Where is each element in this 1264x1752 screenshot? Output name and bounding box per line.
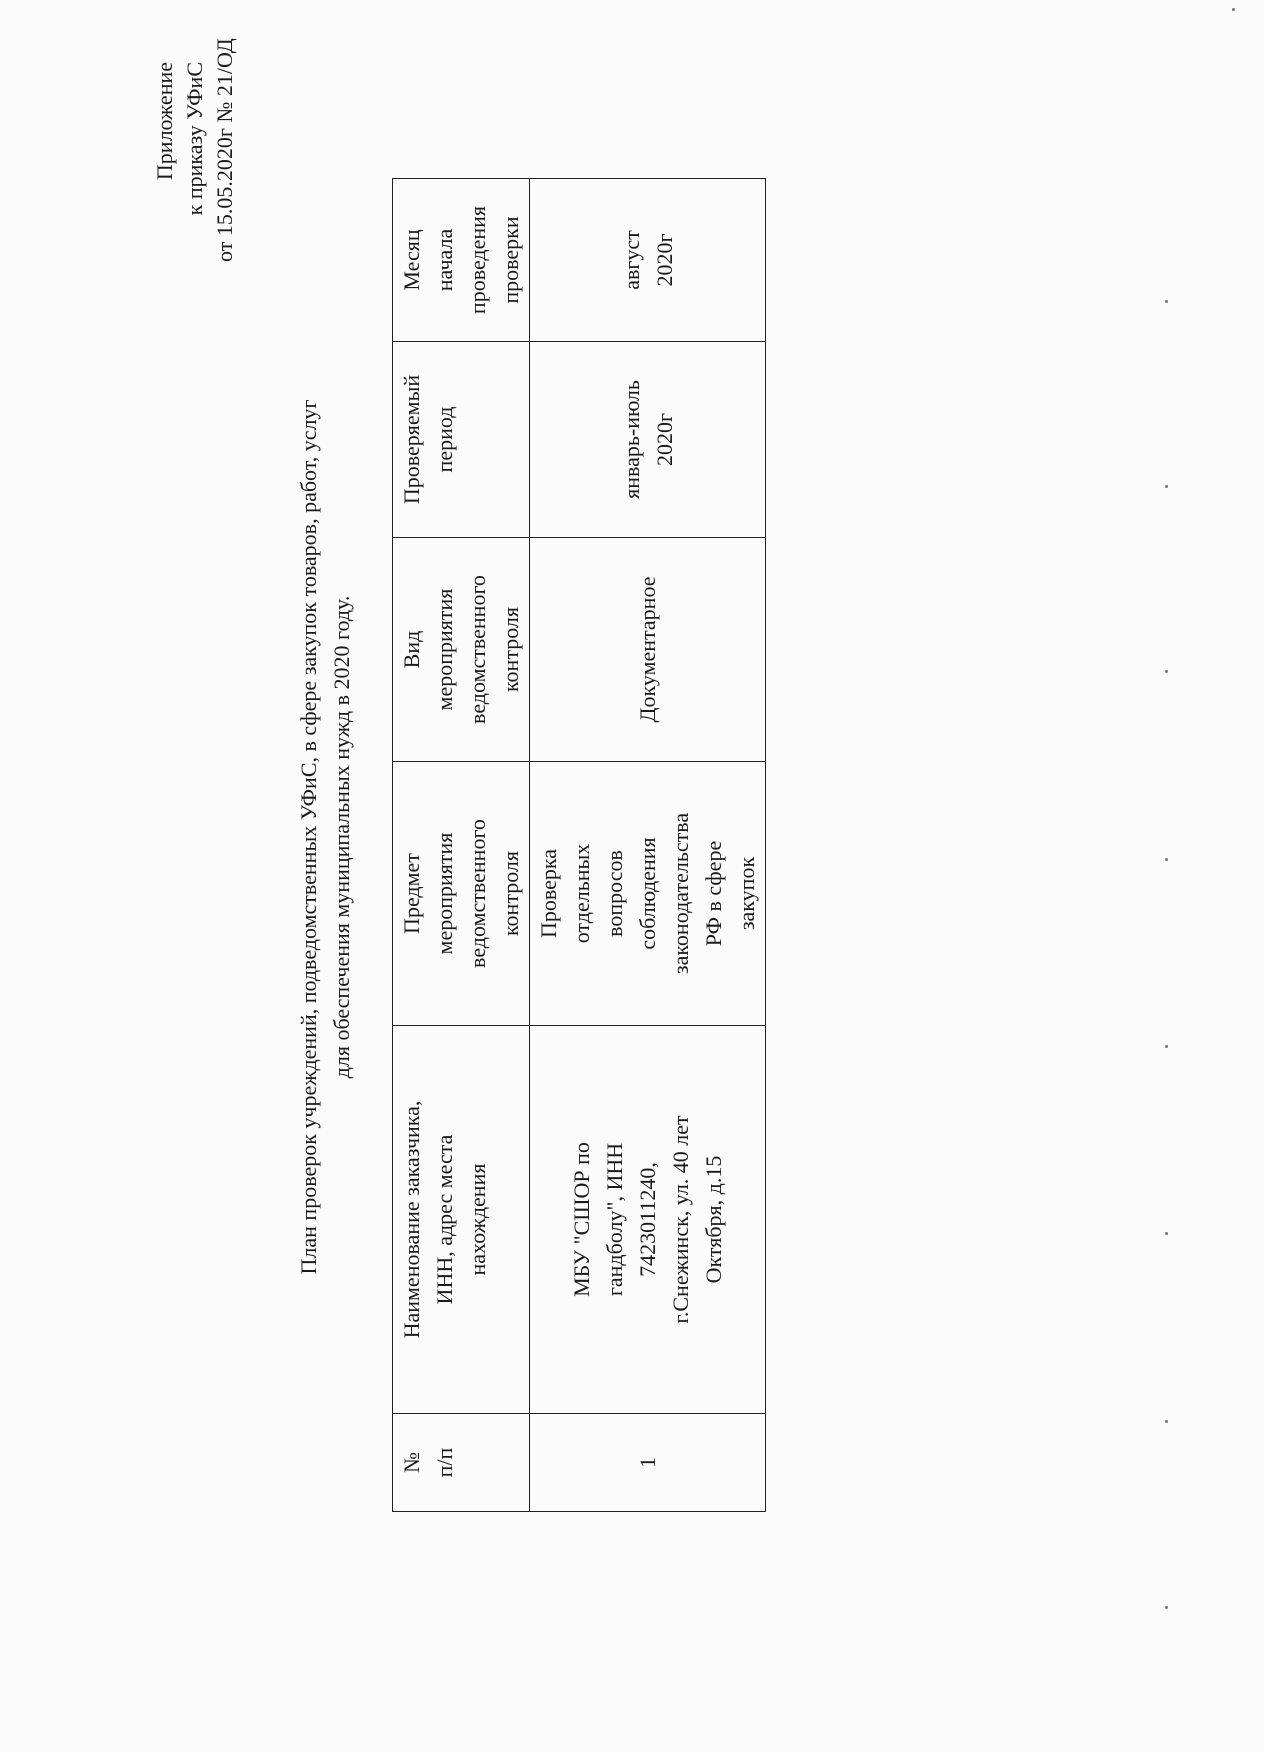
scan-speck: [1165, 858, 1168, 861]
header-subject: Предмет мероприятия ведомственного контроля: [393, 762, 530, 1026]
cell-kind: Документарное: [530, 538, 766, 762]
scan-speck: [1232, 8, 1235, 11]
scan-speck: [1165, 1045, 1168, 1048]
appendix-note: [150, 38, 240, 262]
appendix-order-date: от 15.05.2020г № 21/ОД: [212, 38, 237, 262]
plan-title: [292, 187, 358, 1487]
scan-speck: [1165, 1232, 1168, 1235]
table-row: [530, 179, 766, 1512]
cell-subject: Проверка отдельных вопросов соблюдения законодательства РФ в сфере закупок: [530, 762, 766, 1026]
appendix-line: Приложение: [152, 62, 177, 181]
header-customer-name: Наименование заказчика, ИНН, адрес места нахождения: [393, 1026, 530, 1414]
cell-num: 1: [530, 1414, 766, 1512]
plan-title-line: для обеспечения муниципальных нужд в 2020 году.: [329, 595, 354, 1079]
scan-speck: [1165, 1420, 1168, 1423]
scan-speck: [1165, 670, 1168, 673]
plan-title-line: План проверок учреждений, подведомственных УФиС, в сфере закупок товаров, работ, услуг: [296, 399, 321, 1275]
scan-speck: [1165, 1606, 1168, 1609]
inspection-plan-table: [392, 178, 766, 1512]
header-period: Проверяемый период: [393, 342, 530, 538]
cell-period: январь-июль 2020г: [530, 342, 766, 538]
table-header-row: [393, 179, 530, 1512]
header-kind: Вид мероприятия ведомственного контроля: [393, 538, 530, 762]
scan-speck: [1165, 485, 1168, 488]
cell-start-month: август 2020г: [530, 179, 766, 342]
scan-speck: [1165, 300, 1168, 303]
header-num: № п/п: [393, 1414, 530, 1512]
header-start-month: Месяц начала проведения проверки: [393, 179, 530, 342]
appendix-line: к приказу УФиС: [182, 62, 207, 216]
cell-customer-name: МБУ "СШОР по гандболу", ИНН 7423011240, г.Снежинск, ул. 40 лет Октября, д.15: [530, 1026, 766, 1414]
